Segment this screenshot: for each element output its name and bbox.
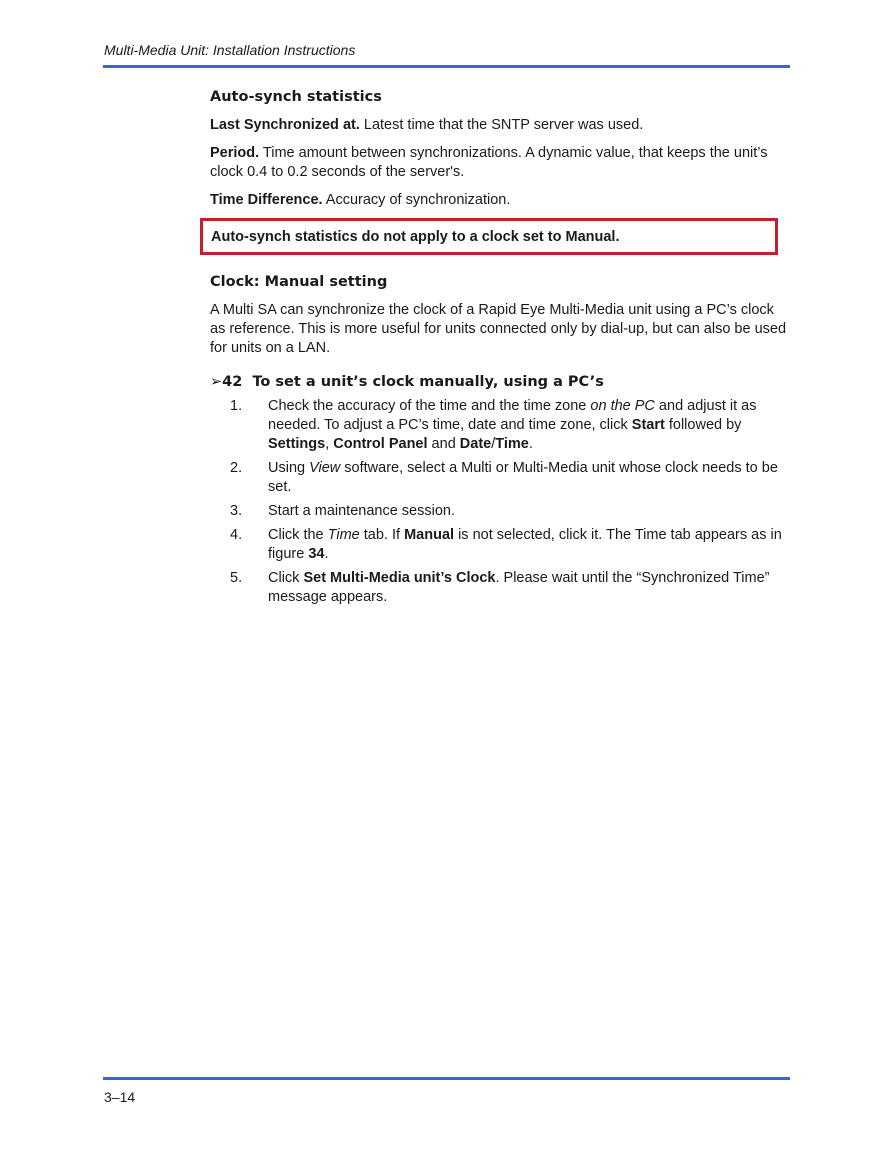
step-text: . <box>324 546 329 562</box>
step-bold: Manual <box>404 527 455 543</box>
step-text: Using <box>268 460 310 476</box>
definition-term: Time Difference. <box>210 192 323 208</box>
step-text: Click the <box>268 527 328 543</box>
manual-setting-heading: Clock: Manual setting <box>210 274 388 290</box>
step-text: / <box>491 436 496 452</box>
definition-term: Period. <box>210 145 260 161</box>
step-text: tab. If <box>359 527 405 543</box>
running-header: Multi-Media Unit: Installation Instructions <box>104 42 356 58</box>
step-number: 2. <box>230 460 243 476</box>
procedure-arrow-icon: ➢ <box>210 374 223 390</box>
step-text: Check the accuracy of the time and the time zone <box>268 398 591 414</box>
definition-last-synchronized <box>210 116 790 135</box>
step-bold: Control Panel <box>333 436 428 452</box>
step-text: Click <box>268 570 304 586</box>
step-bold: Start <box>631 417 665 433</box>
definition-period <box>210 144 790 182</box>
step-text: is not selected, click it. The Time tab appears as in figure <box>268 527 782 562</box>
step-text: Start a maintenance session. <box>268 503 455 519</box>
page-number: 3–14 <box>104 1089 136 1105</box>
definition-time-difference <box>210 191 790 210</box>
definition-term: Last Synchronized at. <box>210 117 360 133</box>
step-italic: Time <box>327 527 360 543</box>
step-bold: Date <box>459 436 492 452</box>
step-text: and adjust it as needed. To adjust a PC’s time, date and time zone, click <box>268 398 757 433</box>
header-rule <box>103 65 790 68</box>
list-item <box>210 459 790 497</box>
procedure-steps <box>210 397 790 607</box>
footer-rule <box>103 1077 790 1080</box>
list-item <box>210 397 790 454</box>
step-text: . <box>528 436 533 452</box>
step-bold: 34 <box>308 546 325 562</box>
manual-setting-intro: A Multi SA can synchronize the clock of a Rapid Eye Multi-Media unit using a PC’s clock as reference. This is more useful for units connected only by dial-up, but can also be used for units on a LAN. <box>210 302 787 356</box>
auto-synch-heading: Auto-synch statistics <box>210 89 382 105</box>
definition-text: Latest time that the SNTP server was used. <box>359 117 644 133</box>
step-bold: Time <box>495 436 529 452</box>
step-number: 3. <box>230 503 243 519</box>
definition-text: Time amount between synchronizations. A dynamic value, that keeps the unit’s clock 0.4 to 0.2 seconds of the server's. <box>210 145 768 180</box>
step-text: followed by <box>664 417 742 433</box>
step-text: software, select a Multi or Multi-Media unit whose clock needs to be set. <box>268 460 778 495</box>
step-text: , <box>325 436 334 452</box>
list-item <box>210 502 790 521</box>
step-bold: Settings <box>268 436 326 452</box>
step-bold: Set Multi-Media unit’s Clock <box>303 570 496 586</box>
procedure-title <box>210 373 790 392</box>
step-number: 4. <box>230 527 243 543</box>
step-text: and <box>427 436 460 452</box>
definition-text: Accuracy of synchronization. <box>322 192 511 208</box>
step-number: 1. <box>230 398 243 414</box>
procedure-number: 42 <box>222 374 243 390</box>
step-italic: on the PC <box>590 398 655 414</box>
procedure-title-text: To set a unit’s clock manually, using a PC’s <box>252 374 604 390</box>
step-text: . Please wait until the “Synchronized Time” message appears. <box>268 570 770 605</box>
step-number: 5. <box>230 570 243 586</box>
page-content <box>210 88 790 607</box>
list-item <box>210 569 790 607</box>
list-item <box>210 526 790 564</box>
step-italic: View <box>309 460 341 476</box>
note-box: Auto-synch statistics do not apply to a clock set to Manual. <box>200 218 778 255</box>
